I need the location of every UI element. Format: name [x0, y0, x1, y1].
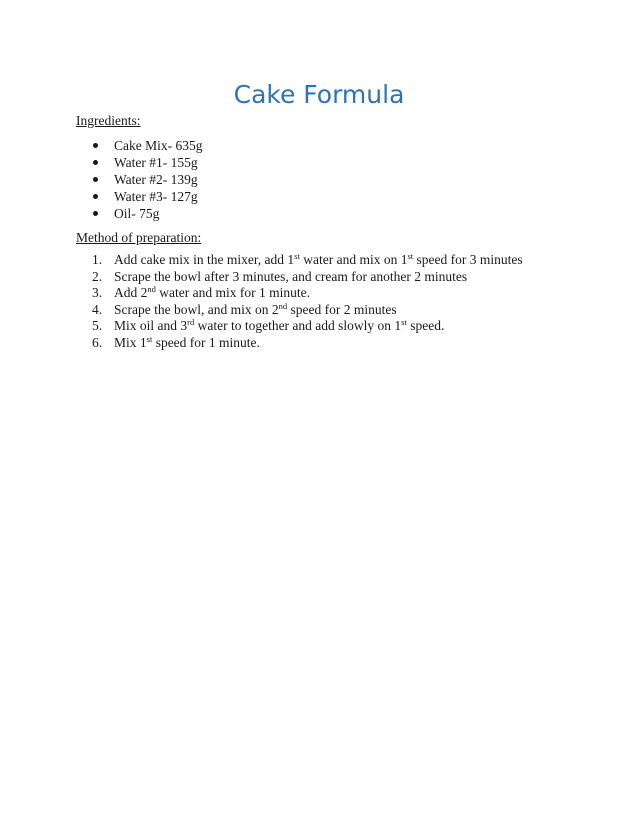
step-text [114, 252, 523, 267]
ordinal-superscript: st [294, 251, 300, 261]
ingredient-item [92, 205, 203, 222]
ingredient-text: Water #2- 139g [114, 172, 198, 187]
step-text-segment: speed. [406, 318, 445, 333]
ingredient-text: Water #3- 127g [114, 189, 198, 204]
ingredient-item [92, 171, 203, 188]
bullet-icon [93, 160, 98, 165]
method-step [92, 269, 523, 286]
method-step [92, 318, 523, 335]
step-text [114, 302, 397, 317]
ingredient-text: Oil- 75g [114, 206, 160, 221]
bullet-icon [93, 143, 98, 148]
step-text-segment: water to together and add slowly on 1 [194, 318, 402, 333]
step-text-segment: water and mix on 1 [299, 252, 408, 267]
ordinal-superscript: st [407, 251, 414, 261]
step-number: 3. [92, 285, 103, 300]
step-text-segment: speed for 3 minutes [413, 252, 523, 267]
step-text-segment: Scrape the bowl, and mix on 2 [114, 301, 279, 317]
method-step [92, 335, 523, 352]
bullet-icon [93, 177, 98, 182]
method-step [92, 302, 523, 319]
step-text-segment: Add cake mix in the mixer, add 1 [114, 252, 295, 267]
step-number: 4. [92, 301, 103, 317]
ingredient-text: Cake Mix- 635g [114, 138, 203, 153]
step-text [114, 318, 444, 333]
step-text-segment: Scrape the bowl after 3 minutes, and cream for another 2 minutes [114, 268, 468, 284]
ordinal-superscript: nd [278, 300, 288, 311]
step-text-segment: Add 2 [114, 285, 148, 300]
step-number: 2. [92, 268, 103, 284]
step-text [114, 269, 467, 284]
step-number: 1. [92, 252, 103, 267]
ordinal-superscript: rd [187, 317, 195, 327]
step-number: 6. [92, 334, 103, 350]
step-text [114, 335, 260, 350]
bullet-icon [93, 194, 98, 199]
bullet-icon [93, 211, 98, 216]
method-step [92, 285, 523, 302]
step-text-segment: speed for 2 minutes [287, 301, 397, 317]
ingredient-item [92, 137, 203, 154]
step-text [114, 285, 310, 300]
method-step [92, 252, 523, 269]
step-text-segment: Mix oil and 3 [114, 318, 188, 333]
method-steps-list [92, 252, 523, 351]
ingredient-item [92, 188, 203, 205]
document-title: Cake Formula [233, 80, 405, 109]
ordinal-superscript: nd [147, 284, 156, 294]
ingredients-list [92, 137, 203, 222]
step-number: 5. [92, 318, 103, 333]
ordinal-superscript: st [401, 317, 407, 327]
method-heading: Method of preparation: [76, 230, 202, 245]
ordinal-superscript: st [146, 333, 153, 344]
ingredient-text: Water #1- 155g [114, 155, 198, 170]
step-text-segment: water and mix for 1 minute. [155, 285, 310, 300]
step-text-segment: speed for 1 minute. [152, 334, 260, 350]
ingredient-item [92, 154, 203, 171]
ingredients-heading: Ingredients: [76, 113, 141, 128]
step-text-segment: Mix 1 [114, 334, 147, 350]
